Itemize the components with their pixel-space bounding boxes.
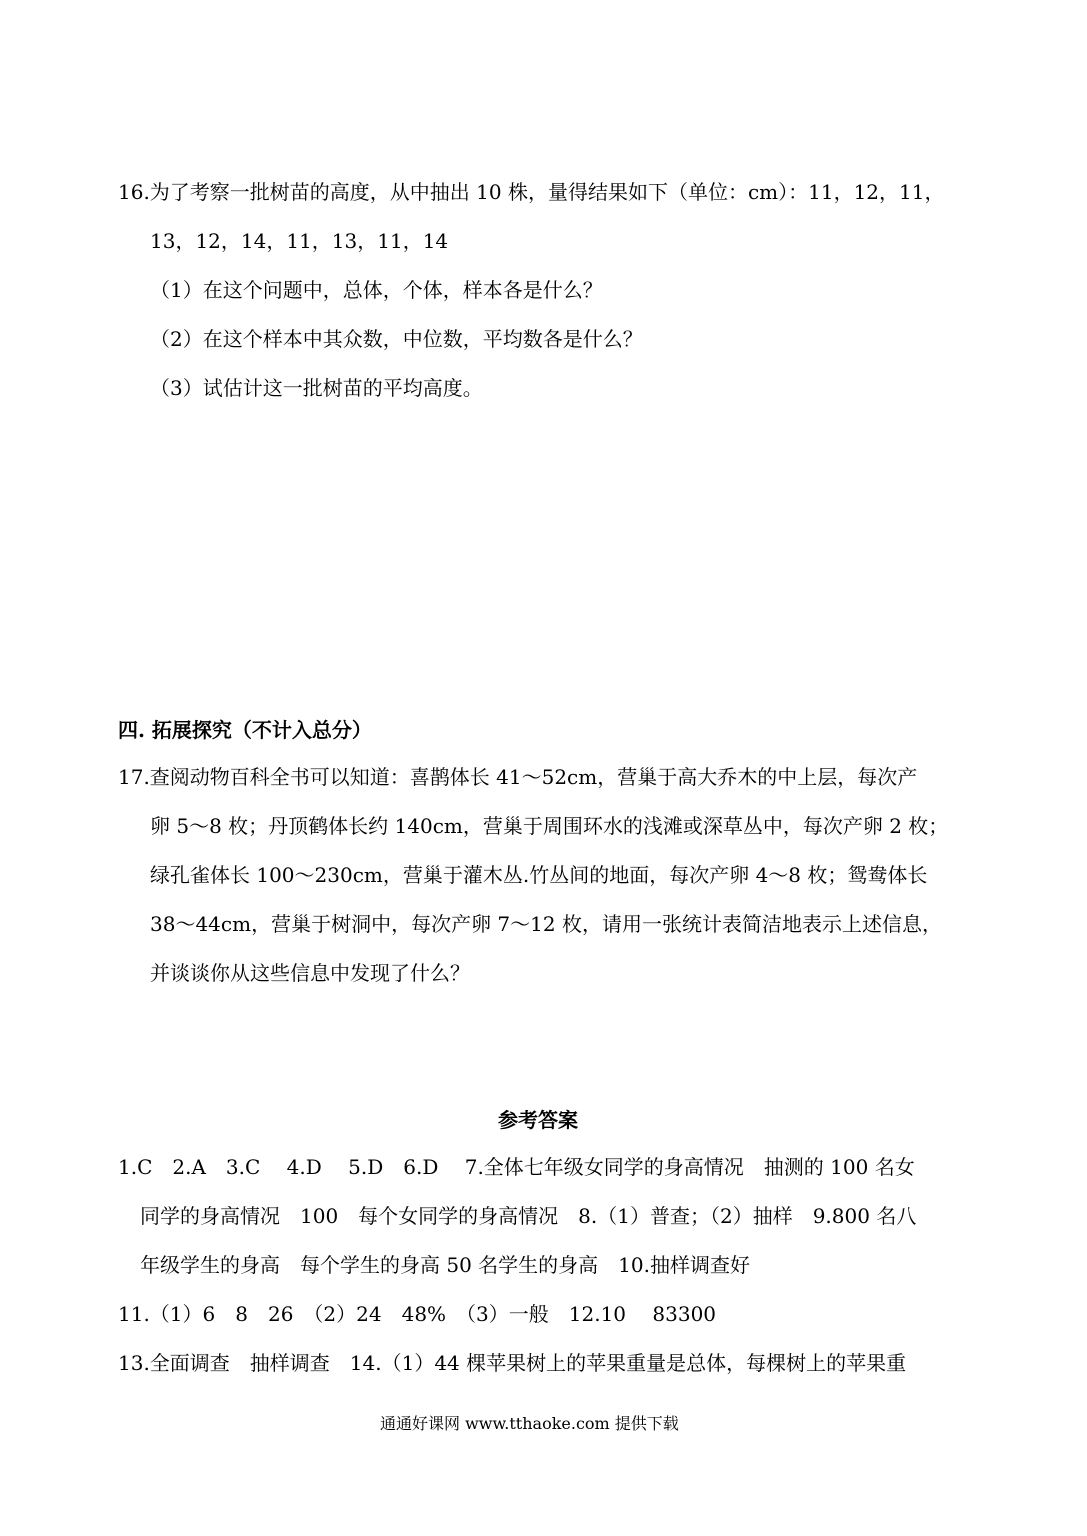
answers-line-1: 1.C 2.A 3.C 4.D 5.D 6.D 7.全体七年级女同学的身高情况 抽测的 100 名女 <box>118 1155 915 1179</box>
page-footer: 通通好课网 www.tthaoke.com 提供下载 <box>380 1414 679 1433</box>
q16-sub-1: （1）在这个问题中，总体，个体，样本各是什么？ <box>150 278 603 302</box>
q17-line-5: 并谈谈你从这些信息中发现了什么？ <box>150 961 470 985</box>
q17-line-1: 17.查阅动物百科全书可以知道：喜鹊体长 41～52cm，营巢于高大乔木的中上层，每次产 <box>118 765 918 789</box>
q17-line-2: 卵 5～8 枚；丹顶鹤体长约 140cm，营巢于周围环水的浅滩或深草丛中，每次产卵 2 枚； <box>150 814 949 838</box>
answers-title: 参考答案 <box>498 1108 578 1132</box>
section-4-heading: 四. 拓展探究（不计入总分） <box>118 718 372 742</box>
q17-line-3: 绿孔雀体长 100～230cm，营巢于灌木丛.竹丛间的地面，每次产卵 4～8 枚；鸳鸯体长 <box>150 863 928 887</box>
q16-line-1: 16.为了考察一批树苗的高度，从中抽出 10 株，量得结果如下（单位：cm）：11，12，11， <box>118 180 945 204</box>
answers-line-5: 13.全面调查 抽样调查 14.（1）44 棵苹果树上的苹果重量是总体，每棵树上的苹果重 <box>118 1351 907 1375</box>
q16-sub-3: （3）试估计这一批树苗的平均高度。 <box>150 376 483 400</box>
q16-sub-2: （2）在这个样本中其众数，中位数，平均数各是什么？ <box>150 327 643 351</box>
answers-line-3: 年级学生的身高 每个学生的身高 50 名学生的身高 10.抽样调查好 <box>140 1253 750 1277</box>
answers-line-4: 11.（1）6 8 26 （2）24 48% （3）一般 12.10 83300 <box>118 1302 717 1326</box>
answers-line-2: 同学的身高情况 100 每个女同学的身高情况 8.（1）普查；（2）抽样 9.800 名八 <box>140 1204 917 1228</box>
q16-line-2: 13，12，14，11，13，11，14 <box>150 229 449 253</box>
q17-line-4: 38～44cm，营巢于树洞中，每次产卵 7～12 枚，请用一张统计表简洁地表示上述信息， <box>150 912 942 936</box>
